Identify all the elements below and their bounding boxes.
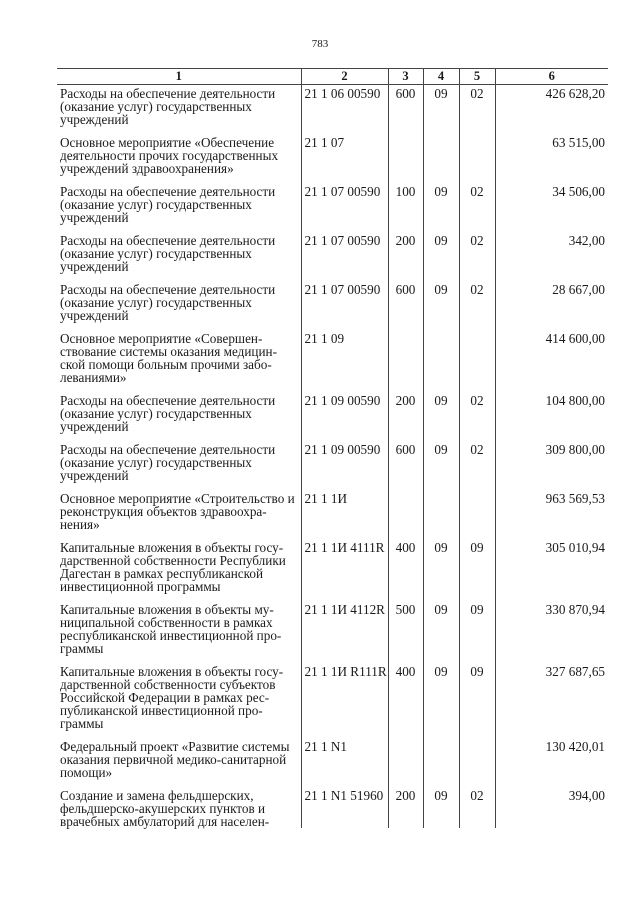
item-rz — [423, 322, 459, 384]
table-row — [57, 779, 608, 828]
item-name: Федеральный проект «Развитие системы оказания первичной медико-санитарной помощи» — [57, 730, 301, 779]
item-vr: 100 — [388, 175, 423, 224]
item-rz: 09 — [423, 593, 459, 655]
item-sum: 414 600,00 — [495, 322, 608, 384]
item-sum: 342,00 — [495, 224, 608, 273]
item-vr: 200 — [388, 384, 423, 433]
item-name: Расходы на обеспечение деятельности (оказание услуг) государственных учреждений — [57, 224, 301, 273]
column-header: 3 — [388, 69, 423, 85]
item-code: 21 1 09 00590 — [301, 433, 388, 482]
item-pr — [459, 730, 495, 779]
item-code: 21 1 1И — [301, 482, 388, 531]
page-number: 783 — [311, 38, 329, 50]
table-row — [57, 655, 608, 730]
item-sum: 34 506,00 — [495, 175, 608, 224]
item-vr — [388, 322, 423, 384]
item-sum: 963 569,53 — [495, 482, 608, 531]
item-pr: 02 — [459, 85, 495, 127]
item-name: Основное мероприятие «Обеспечение деятельности прочих государственных учреждений здравоохранения» — [57, 126, 301, 175]
item-code: 21 1 07 00590 — [301, 224, 388, 273]
table-row — [57, 593, 608, 655]
item-name: Создание и замена фельдшерских, фельдшерско-акушерских пунктов и врачебных амбулаторий для населен- — [57, 779, 301, 828]
item-sum: 104 800,00 — [495, 384, 608, 433]
column-header: 6 — [495, 69, 608, 85]
item-rz — [423, 126, 459, 175]
item-name: Основное мероприятие «Совершенствование системы оказания медицинской помощи больным прочими заболеваниями» — [57, 322, 301, 384]
item-name: Расходы на обеспечение деятельности (оказание услуг) государственных учреждений — [57, 433, 301, 482]
item-vr — [388, 482, 423, 531]
table-row — [57, 126, 608, 175]
table-row — [57, 384, 608, 433]
item-pr: 02 — [459, 384, 495, 433]
table-row — [57, 273, 608, 322]
column-header: 4 — [423, 69, 459, 85]
item-vr: 400 — [388, 655, 423, 730]
item-code: 21 1 07 — [301, 126, 388, 175]
item-vr — [388, 126, 423, 175]
item-sum: 330 870,94 — [495, 593, 608, 655]
item-pr: 09 — [459, 531, 495, 593]
item-name: Капитальные вложения в объекты государственной собственности субъектов Российской Федерации в рамках республиканской инвестиционной программы — [57, 655, 301, 730]
item-rz — [423, 482, 459, 531]
item-rz: 09 — [423, 175, 459, 224]
item-name: Расходы на обеспечение деятельности (оказание услуг) государственных учреждений — [57, 85, 301, 127]
item-pr: 09 — [459, 655, 495, 730]
item-pr: 02 — [459, 433, 495, 482]
item-code: 21 1 1И 4111R — [301, 531, 388, 593]
item-rz: 09 — [423, 433, 459, 482]
item-code: 21 1 1И R111R — [301, 655, 388, 730]
table-row — [57, 433, 608, 482]
item-name: Расходы на обеспечение деятельности (оказание услуг) государственных учреждений — [57, 384, 301, 433]
item-code: 21 1 1И 4112R — [301, 593, 388, 655]
item-code: 21 1 09 — [301, 322, 388, 384]
item-code: 21 1 07 00590 — [301, 175, 388, 224]
item-sum: 63 515,00 — [495, 126, 608, 175]
item-sum: 28 667,00 — [495, 273, 608, 322]
item-rz: 09 — [423, 384, 459, 433]
item-sum: 305 010,94 — [495, 531, 608, 593]
item-rz: 09 — [423, 85, 459, 127]
item-sum: 309 800,00 — [495, 433, 608, 482]
item-pr — [459, 126, 495, 175]
item-pr — [459, 482, 495, 531]
item-name: Основное мероприятие «Строительство и реконструкция объектов здравоохранения» — [57, 482, 301, 531]
item-vr: 600 — [388, 273, 423, 322]
item-code: 21 1 N1 51960 — [301, 779, 388, 828]
item-pr: 02 — [459, 224, 495, 273]
table-row — [57, 224, 608, 273]
item-code: 21 1 09 00590 — [301, 384, 388, 433]
item-code: 21 1 06 00590 — [301, 85, 388, 127]
item-rz: 09 — [423, 273, 459, 322]
item-pr: 09 — [459, 593, 495, 655]
column-header: 5 — [459, 69, 495, 85]
item-pr: 02 — [459, 779, 495, 828]
item-name: Расходы на обеспечение деятельности (оказание услуг) государственных учреждений — [57, 273, 301, 322]
table-row — [57, 482, 608, 531]
item-rz: 09 — [423, 655, 459, 730]
column-header: 2 — [301, 69, 388, 85]
item-rz — [423, 730, 459, 779]
item-sum: 426 628,20 — [495, 85, 608, 127]
item-sum: 130 420,01 — [495, 730, 608, 779]
item-pr: 02 — [459, 175, 495, 224]
table-row — [57, 322, 608, 384]
table-row — [57, 85, 608, 127]
item-vr: 200 — [388, 779, 423, 828]
item-pr — [459, 322, 495, 384]
table-header-row — [57, 69, 608, 85]
item-pr: 02 — [459, 273, 495, 322]
item-sum: 394,00 — [495, 779, 608, 828]
budget-table — [57, 68, 608, 828]
item-vr: 200 — [388, 224, 423, 273]
item-name: Расходы на обеспечение деятельности (оказание услуг) государственных учреждений — [57, 175, 301, 224]
item-rz: 09 — [423, 779, 459, 828]
item-name: Капитальные вложения в объекты муниципальной собственности в рамках республиканской инвестиционной программы — [57, 593, 301, 655]
table-row — [57, 730, 608, 779]
item-vr: 400 — [388, 531, 423, 593]
item-vr: 500 — [388, 593, 423, 655]
table-row — [57, 531, 608, 593]
item-rz: 09 — [423, 224, 459, 273]
item-vr: 600 — [388, 85, 423, 127]
table-row — [57, 175, 608, 224]
item-code: 21 1 07 00590 — [301, 273, 388, 322]
item-vr: 600 — [388, 433, 423, 482]
item-rz: 09 — [423, 531, 459, 593]
item-name: Капитальные вложения в объекты государственной собственности Республики Дагестан в рамках республиканской инвестиционной программы — [57, 531, 301, 593]
item-sum: 327 687,65 — [495, 655, 608, 730]
item-vr — [388, 730, 423, 779]
column-header: 1 — [57, 69, 301, 85]
item-code: 21 1 N1 — [301, 730, 388, 779]
